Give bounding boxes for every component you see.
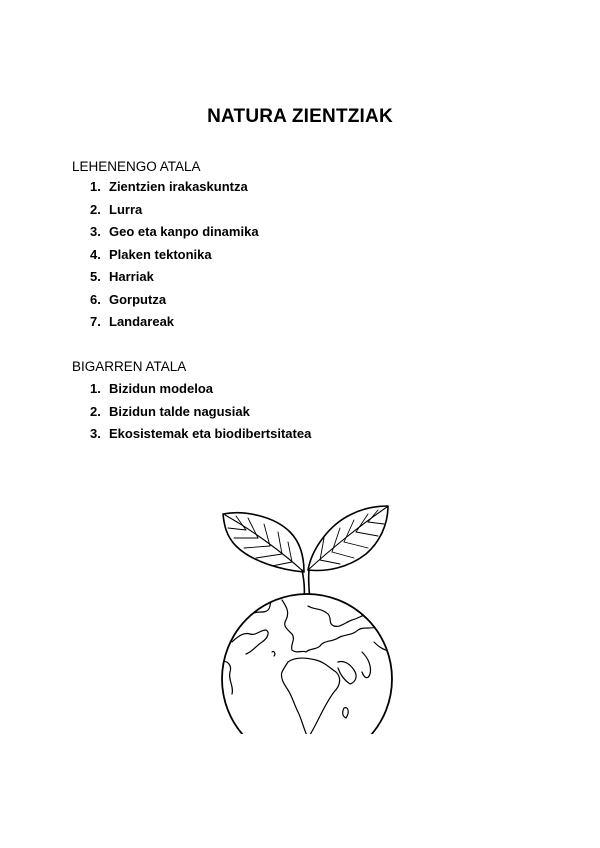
- list-item: [90, 224, 259, 247]
- list-item: [90, 381, 311, 404]
- item-number: 1.: [90, 179, 101, 194]
- item-text: Bizidun modeloa: [109, 381, 213, 396]
- item-text: Zientzien irakaskuntza: [109, 179, 248, 194]
- item-number: 3.: [90, 426, 101, 441]
- item-number: 7.: [90, 314, 101, 329]
- item-text: Harriak: [109, 269, 154, 284]
- list-item: [90, 269, 259, 292]
- list-item: [90, 202, 259, 225]
- section-heading-2: BIGARREN ATALA: [72, 359, 187, 374]
- section-heading-1: LEHENENGO ATALA: [72, 159, 201, 174]
- item-number: 1.: [90, 381, 101, 396]
- item-number: 5.: [90, 269, 101, 284]
- page-title: NATURA ZIENTZIAK: [207, 106, 393, 127]
- globe-sprout-illustration: [212, 502, 398, 734]
- item-text: Lurra: [109, 201, 143, 217]
- item-number: 6.: [90, 291, 101, 307]
- list-item: [90, 292, 259, 315]
- item-text: Landareak: [109, 314, 175, 329]
- list-item: [90, 179, 259, 202]
- item-text: Gorputza: [109, 291, 167, 307]
- globe: [222, 594, 398, 734]
- list-item: [90, 404, 311, 427]
- item-number: 4.: [90, 246, 101, 262]
- item-text: Geo eta kanpo dinamika: [109, 224, 259, 239]
- item-number: 2.: [90, 403, 101, 419]
- item-number: 2.: [90, 201, 101, 217]
- item-number: 3.: [90, 224, 101, 239]
- item-text: Ekosistemak eta biodibertsitatea: [109, 426, 312, 441]
- list-item: [90, 426, 311, 449]
- list-item: [90, 314, 259, 337]
- item-text: Bizidun talde nagusiak: [109, 403, 250, 419]
- list-item: [90, 247, 259, 270]
- left-leaf: [223, 513, 304, 572]
- section-list-1: [90, 179, 259, 337]
- section-list-2: [90, 381, 311, 449]
- right-leaf: [308, 506, 388, 570]
- item-text: Plaken tektonika: [109, 246, 212, 262]
